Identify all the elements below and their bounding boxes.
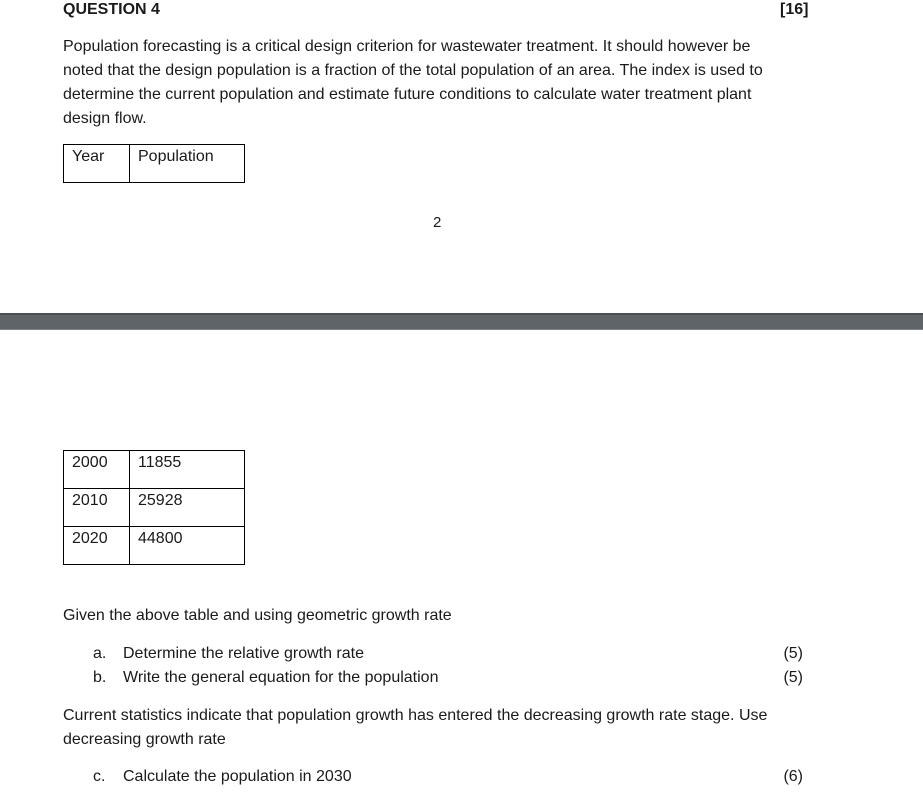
cell-year: 2010 <box>64 489 130 527</box>
population-table-header <box>63 144 245 183</box>
intro-line: determine the current population and estimate future conditions to calculate water treatment plant <box>63 86 752 103</box>
sub-question-b <box>93 666 753 690</box>
cell-population: 44800 <box>130 527 245 565</box>
item-text: Write the general equation for the population <box>123 669 439 686</box>
sub-question-a <box>93 642 753 666</box>
item-text: Calculate the population in 2030 <box>123 768 352 785</box>
population-table-body <box>63 450 245 565</box>
current-line: decreasing growth rate <box>63 731 226 748</box>
table-row <box>64 527 245 565</box>
intro-line: noted that the design population is a fraction of the total population of an area. The index is used to <box>63 62 763 79</box>
item-text: Determine the relative growth rate <box>123 645 364 662</box>
item-marks: (6) <box>783 768 803 785</box>
given-text: Given the above table and using geometric growth rate <box>63 607 452 624</box>
table-header-row <box>64 145 245 183</box>
cell-population: 11855 <box>130 451 245 489</box>
table-row <box>64 451 245 489</box>
sub-question-c <box>93 765 753 789</box>
header-population: Population <box>130 145 245 183</box>
intro-paragraph <box>63 35 843 131</box>
intro-line: design flow. <box>63 110 147 127</box>
table-row <box>64 489 245 527</box>
cell-year: 2020 <box>64 527 130 565</box>
header-year: Year <box>64 145 130 183</box>
page-number: 2 <box>433 214 442 231</box>
item-letter: b. <box>93 669 107 686</box>
current-statistics-paragraph <box>63 704 843 752</box>
item-letter: a. <box>93 645 107 662</box>
cell-year: 2000 <box>64 451 130 489</box>
total-marks: [16] <box>780 1 809 18</box>
item-marks: (5) <box>783 645 803 662</box>
current-line: Current statistics indicate that population growth has entered the decreasing growth rate stage. Use <box>63 707 768 724</box>
question-title: QUESTION 4 <box>63 1 160 18</box>
intro-line: Population forecasting is a critical design criterion for wastewater treatment. It should however be <box>63 38 751 55</box>
page-break-divider <box>0 313 923 330</box>
item-letter: c. <box>93 768 106 785</box>
cell-population: 25928 <box>130 489 245 527</box>
item-marks: (5) <box>783 669 803 686</box>
